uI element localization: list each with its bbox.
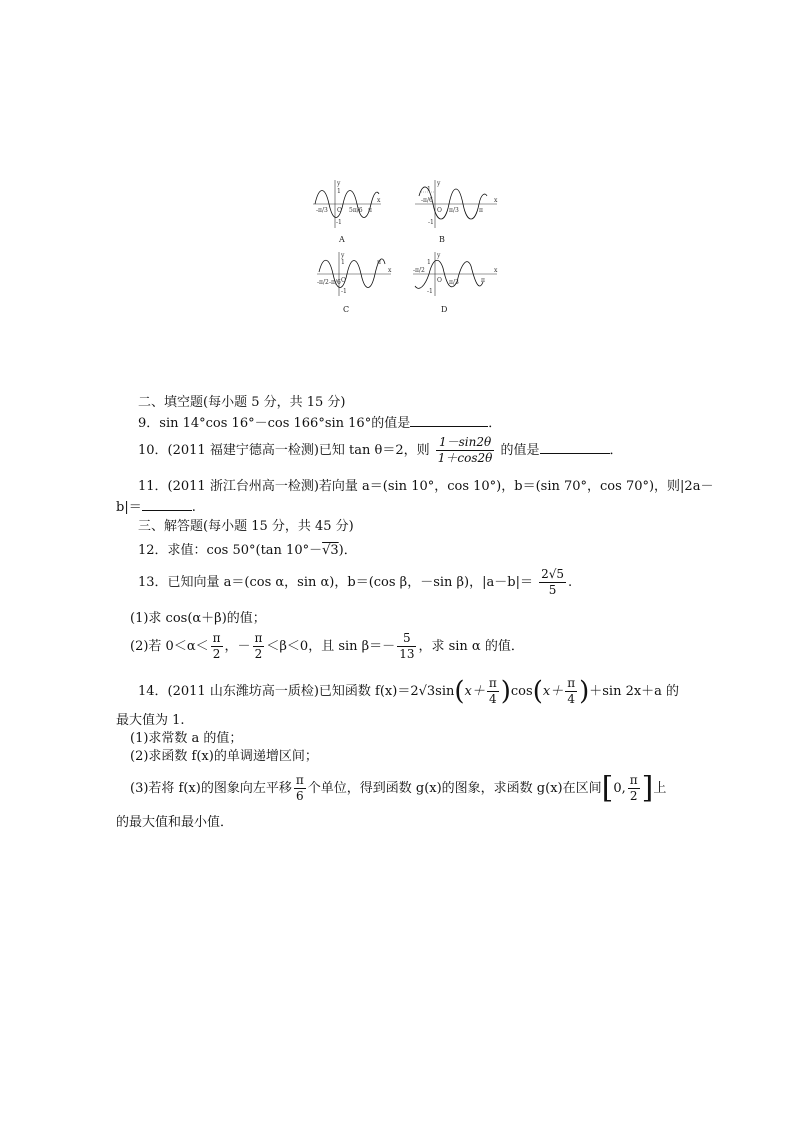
- svg-text:x: x: [377, 197, 381, 204]
- graph-b: [415, 180, 498, 244]
- graph-d-label: D: [441, 305, 448, 314]
- svg-text:O: O: [341, 277, 346, 284]
- section3-heading: 三、解答题(每小题 15 分，共 45 分): [138, 519, 354, 534]
- svg-text:O: O: [337, 207, 342, 214]
- fraction: $\frac{5}{13}$: [399, 631, 415, 661]
- svg-text:y: y: [437, 180, 441, 187]
- question-14-line2: 最大值为 1.: [116, 713, 185, 728]
- question-14-part1: (1)求常数 a 的值；: [130, 731, 243, 746]
- svg-text:x: x: [388, 267, 392, 274]
- fraction: $\frac{\pi}{2}$: [254, 631, 263, 661]
- graph-a-label: A: [339, 235, 345, 244]
- answer-blank: [142, 498, 192, 511]
- question-9: 9．sin 14°cos 16°－cos 166°sin 16°的值是 ．: [138, 416, 502, 431]
- graph-figure: [305, 170, 515, 320]
- question-14-part2: (2)求函数 f(x)的单调递增区间；: [130, 749, 318, 764]
- graph-a: [313, 180, 381, 244]
- graph-c: [317, 252, 392, 314]
- fraction: $\frac{2√5}{5}$: [541, 567, 565, 597]
- svg-text:y: y: [437, 252, 441, 259]
- svg-text:π: π: [479, 207, 483, 214]
- question-13-part2: (2)若 0＜α＜ $\frac{\pi}{2}$ ，－ $\frac{\pi}{2}$ ＜β＜0，且 sin β＝－ $\frac{5}{13}$ ，求 sin α 的值．: [130, 631, 524, 661]
- fraction: $\frac{1-\sin 2\theta}{1+\cos 2\theta}$: [437, 435, 493, 465]
- question-10: 10．(2011 福建宁德高一检测)已知 tan θ＝2，则 $\frac{1-\sin 2\theta}{1+\cos 2\theta}$ 的值是 ．: [138, 435, 623, 465]
- graph-d: [413, 252, 498, 314]
- question-11-line1: 11．(2011 浙江台州高一检测)若向量 a＝(sin 10°，cos 10°)，b＝(sin 70°，cos 70°)，则|2a－: [138, 479, 714, 494]
- svg-text:O: O: [437, 277, 442, 284]
- svg-text:-1: -1: [341, 288, 347, 295]
- svg-text:-π/2: -π/2: [413, 267, 425, 274]
- svg-text:O: O: [437, 207, 442, 214]
- section2-heading: 二、填空题(每小题 5 分，共 15 分): [138, 395, 346, 410]
- svg-text:1: 1: [427, 186, 431, 193]
- svg-text:x: x: [494, 197, 498, 204]
- fraction: $\frac{\pi}{2}$: [212, 631, 221, 661]
- svg-text:-π/2: -π/2: [317, 279, 329, 286]
- question-12: 12．求值：cos 50°(tan 10°－√3)．: [138, 543, 357, 558]
- svg-text:x: x: [494, 267, 498, 274]
- svg-text:-π/6: -π/6: [329, 279, 341, 286]
- svg-text:5π/6: 5π/6: [349, 207, 363, 214]
- fraction: $\frac{\pi}{4}$: [567, 676, 576, 706]
- graph-b-label: B: [439, 235, 445, 244]
- svg-text:-π/6: -π/6: [421, 197, 433, 204]
- svg-text:-π/3: -π/3: [316, 207, 328, 214]
- svg-text:y: y: [337, 180, 341, 187]
- svg-text:-1: -1: [427, 288, 433, 295]
- fraction: $\frac{\pi}{4}$: [488, 676, 497, 706]
- svg-text:1: 1: [341, 259, 345, 266]
- question-14: 14．(2011 山东潍坊高一质检)已知函数 f(x)＝2√3sin(x＋ $\frac{\pi}{4}$ )cos(x＋ $\frac{\pi}{4}$ )＋sin 2x＋a 的: [138, 676, 680, 707]
- svg-text:π/3: π/3: [449, 207, 459, 214]
- question-11-line2: b|＝ .: [116, 500, 196, 515]
- question-14-part3: (3)若将 f(x)的图象向左平移 $\frac{\pi}{6}$ 个单位，得到函数 g(x)的图象，求函数 g(x)在区间[0, $\frac{\pi}{2}$ ]上: [130, 770, 667, 806]
- fraction: $\frac{\pi}{6}$: [295, 773, 304, 803]
- question-13: 13．已知向量 a＝(cos α，sin α)，b＝(cos β，－sin β)，|a－b|＝ $\frac{2√5}{5}$ .: [138, 567, 573, 597]
- svg-text:y: y: [341, 252, 345, 259]
- svg-text:π: π: [368, 207, 372, 214]
- question-14-last-line: 的最大值和最小值．: [116, 815, 234, 830]
- question-13-part1: (1)求 cos(α＋β)的值；: [130, 611, 266, 626]
- svg-text:1: 1: [337, 188, 341, 195]
- answer-blank: [410, 414, 488, 427]
- svg-text:1: 1: [427, 259, 431, 266]
- svg-text:π: π: [481, 277, 485, 284]
- fraction: $\frac{\pi}{2}$: [629, 773, 638, 803]
- graph-c-label: C: [343, 305, 350, 314]
- svg-text:π/3: π/3: [449, 279, 459, 286]
- answer-blank: [540, 441, 610, 454]
- svg-text:-1: -1: [336, 219, 342, 226]
- svg-text:-1: -1: [428, 219, 434, 226]
- svg-text:π: π: [377, 259, 381, 266]
